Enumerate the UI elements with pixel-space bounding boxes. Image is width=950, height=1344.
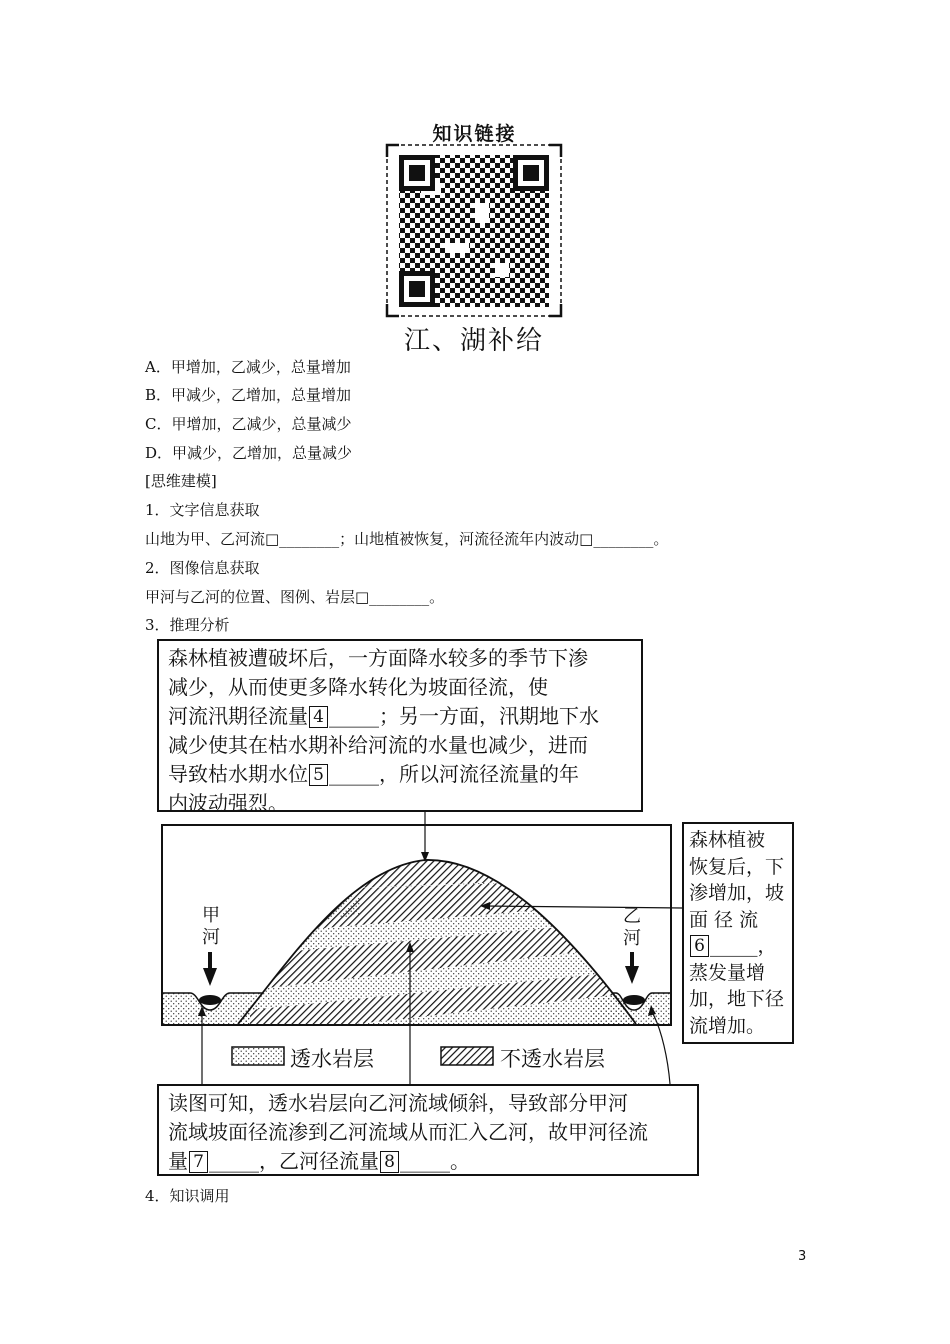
- section-3-heading: 3．推理分析: [145, 616, 230, 634]
- yi-river-channel: [623, 995, 645, 1005]
- legend-impermeable-swatch: [441, 1047, 493, 1065]
- page-number: 3: [798, 1249, 807, 1264]
- section-2-text: 甲河与乙河的位置、图例、岩层□________。: [145, 588, 445, 606]
- option-a: A．甲增加，乙减少，总量增加: [145, 358, 351, 376]
- blank-number-6: 6: [690, 935, 709, 957]
- blank-number-4: 4: [309, 706, 328, 728]
- model-heading: [思维建模]: [145, 472, 217, 490]
- right-explanation-box: 森林植被 恢复后，下 渗增加，坡 面 径 流 6 _____， 蒸发量增 加，地下径 流增加。: [682, 822, 794, 1044]
- option-d: D．甲减少，乙增加，总量减少: [145, 444, 353, 462]
- river-yi-label: 乙 河: [623, 906, 641, 949]
- option-c: C．甲增加，乙减少，总量减少: [145, 415, 352, 433]
- option-b: B．甲减少，乙增加，总量增加: [145, 386, 352, 404]
- legend-permeable-swatch: [232, 1047, 284, 1065]
- river-jia-label: 甲 河: [202, 905, 220, 948]
- section-4-heading: 4．知识调用: [145, 1187, 230, 1205]
- blank-number-8: 8: [380, 1151, 399, 1173]
- bottom-explanation-box: 读图可知，透水岩层向乙河流域倾斜，导致部分甲河 流域坡面径流渗到乙河流域从而汇入乙河，故甲河径流 量 7 _____，乙河径流量 8 _____。: [157, 1084, 699, 1176]
- jia-river-channel: [199, 995, 221, 1005]
- section-1-heading: 1．文字信息获取: [145, 501, 260, 519]
- top-explanation-box: 森林植被遭破坏后，一方面降水较多的季节下渗 减少，从而使更多降水转化为坡面径流，使 河流汛期径流量 4 _____；另一方面，汛期地下水 减少使其在枯水期补给河流的水量也减少，进而 导致枯水期水位 5 _____，所以河流径流量的年 内波动强烈。: [157, 639, 643, 812]
- blank-number-5: 5: [309, 764, 328, 786]
- section-1-text: 山地为甲、乙河流□________；山地植被恢复，河流径流年内波动□________。: [145, 530, 669, 548]
- blank-number-7: 7: [189, 1151, 208, 1173]
- qr-title: 知识链接: [432, 123, 517, 145]
- qr-caption: 江、湖补给: [403, 326, 544, 356]
- section-2-heading: 2．图像信息获取: [145, 559, 260, 577]
- legend-impermeable-label: 不透水岩层: [500, 1047, 605, 1071]
- legend-permeable-label: 透水岩层: [290, 1047, 374, 1071]
